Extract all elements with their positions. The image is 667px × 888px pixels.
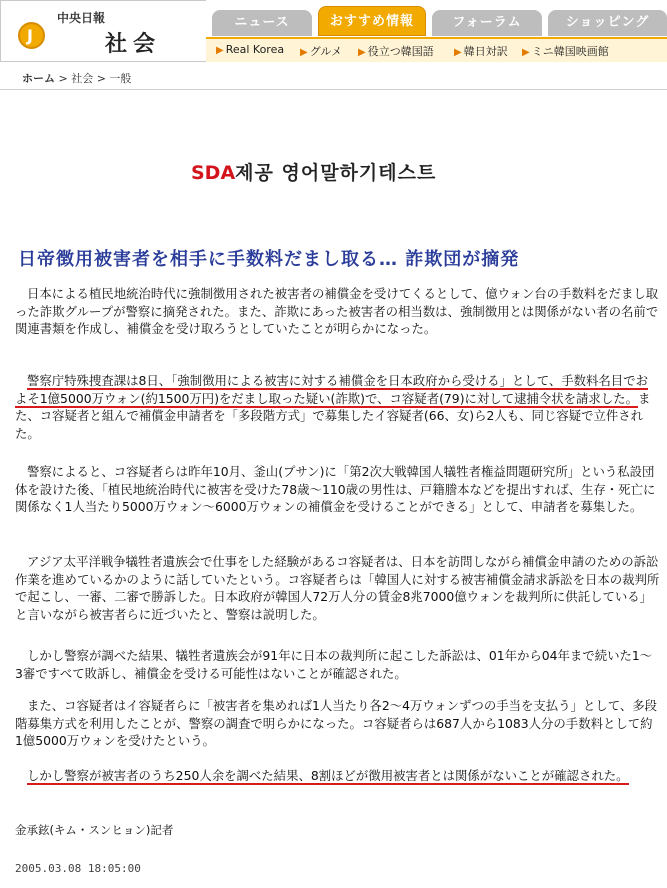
subnav-item-translation[interactable]: [454, 43, 508, 59]
ad-text: 제공 영어말하기테스트: [235, 162, 437, 184]
paragraph-text: 警察によると、コ容疑者らは昨年10月、釜山(プサン)に「第2次大戦韓国人犠牲者権益問題研究所」という私設団体を設けた後、「植民地統治時代に被害を受けた78歳〜110歳の男性は、戸籍謄本などを提出すれば、生存・死亡に関係なく1人当たり5000万ウォン〜6000万ウォンの補償金を受けることができる」として、申請者を募集した。: [15, 464, 656, 514]
byline: 金承鉉(キム・スンヒョン)記者: [15, 823, 174, 837]
joongang-logo[interactable]: [18, 22, 45, 49]
arrow-icon: ▶: [216, 45, 224, 56]
article-paragraph: [15, 767, 660, 785]
subnav-label: 韓日対訳: [463, 45, 508, 58]
subnav-label: グルメ: [309, 45, 343, 58]
highlighted-text: 警察庁特殊捜査課は8日、「強制徴用による被害に対する補償金を日本政府から受ける」として、手数料名目でおよそ1億5000万ウォン(約1500万円)をだまし取った疑い(詐欺)で、コ容疑者(79)に対して逮捕令状を請求した。: [15, 373, 648, 406]
paper-name[interactable]: 中央日報: [57, 11, 106, 25]
article-paragraph: [15, 285, 660, 338]
arrow-icon: ▶: [454, 47, 462, 58]
arrow-icon: ▶: [300, 47, 308, 58]
article-paragraph: [15, 697, 660, 750]
subnav-item-mini-cinema[interactable]: [522, 43, 609, 59]
breadcrumb-home[interactable]: ホーム: [22, 72, 55, 85]
article-paragraph: [15, 553, 660, 623]
paragraph-text: また、コ容疑者と組んで補償金申請者を「多段階方式」で募集したイ容疑者(66、女)ら2人も、同じ容疑で立件された。: [15, 390, 651, 441]
subnav-item-real-korea[interactable]: [216, 43, 284, 56]
subnav-item-gourmet[interactable]: [300, 43, 342, 59]
tab-shopping[interactable]: ショッピング: [548, 10, 667, 36]
ad-brand: SDA: [191, 162, 236, 184]
subnav-label: ミニ韓国映画館: [531, 45, 609, 58]
breadcrumb: [22, 70, 131, 86]
paragraph-text: また、コ容疑者はイ容疑者らに「被害者を集めれば1人当たり各2〜4万ウォンずつの手当を支払う」として、多段階募集方式を利用したことが、警察の調査で明らかになった。コ容疑者らは687人から1083人分の手数料として約1億5000万ウォンを受けたという。: [15, 698, 658, 748]
subnav-item-korean-phrases[interactable]: [358, 43, 434, 59]
subnav-label: Real Korea: [225, 43, 285, 56]
article-paragraph: [15, 463, 660, 516]
site-header: [0, 0, 667, 62]
ad-banner[interactable]: [191, 158, 436, 185]
section-name: 社会: [105, 31, 162, 57]
article-paragraph: [15, 372, 660, 442]
article-title: 日帝徴用被害者を相手に手数料だまし取る… 詐欺団が摘発: [18, 249, 520, 270]
article-paragraph: [15, 647, 660, 682]
arrow-icon: ▶: [358, 47, 366, 58]
brand-box: [0, 0, 206, 62]
main-tabs: [206, 10, 667, 36]
subnav-label: 役立つ韓国語: [367, 45, 434, 58]
paragraph-text: しかし警察が調べた結果、犠牲者遺族会が91年に日本の裁判所に起こした訴訟は、01年から04年まで続いた1〜3審ですべて敗訴し、補償金を受ける可能性はないことが確認された。: [15, 648, 653, 681]
breadcrumb-rest[interactable]: > 社会 > 一般: [55, 72, 132, 85]
paragraph-text: 日本による植民地統治時代に強制徴用された被害者の補償金を受けてくるとして、億ウォン台の手数料をだまし取った詐欺グループが警察に摘発された。また、詐欺にあった被害者の相当数は、強制徴用とは関係がない者の名前で関連書類を作成し、補償金を受け取ろうとしていたことが明らかになった。: [15, 286, 659, 336]
publish-date: 2005.03.08 18:05:00: [15, 862, 141, 875]
nav-area: [206, 0, 667, 62]
logo-letter: J: [27, 26, 33, 45]
tab-news[interactable]: ニュース: [212, 10, 312, 36]
divider: [0, 89, 667, 90]
paragraph-text: アジア太平洋戦争犠牲者遺族会で仕事をした経験があるコ容疑者は、日本を訪問しながら補償金申請のための訴訟作業を進めているかのように話していたという。コ容疑者らは「韓国人に対する被害補償金請求訴訟を日本の裁判所で起こし、一審、二審で勝訴した。日本政府が韓国人72万人分の賃金8兆7000億ウォンを裁判所に供託している」と言いながら被害者らに近づいたと、警察は説明した。: [15, 554, 660, 622]
sub-nav: [206, 37, 667, 62]
arrow-icon: ▶: [522, 47, 530, 58]
highlighted-text: しかし警察が被害者のうち250人余を調べた結果、8割ほどが徴用被害者とは関係がないことが確認された。: [27, 768, 629, 783]
tab-recommended[interactable]: おすすめ情報: [318, 6, 426, 36]
tab-forum[interactable]: フォーラム: [432, 10, 542, 36]
